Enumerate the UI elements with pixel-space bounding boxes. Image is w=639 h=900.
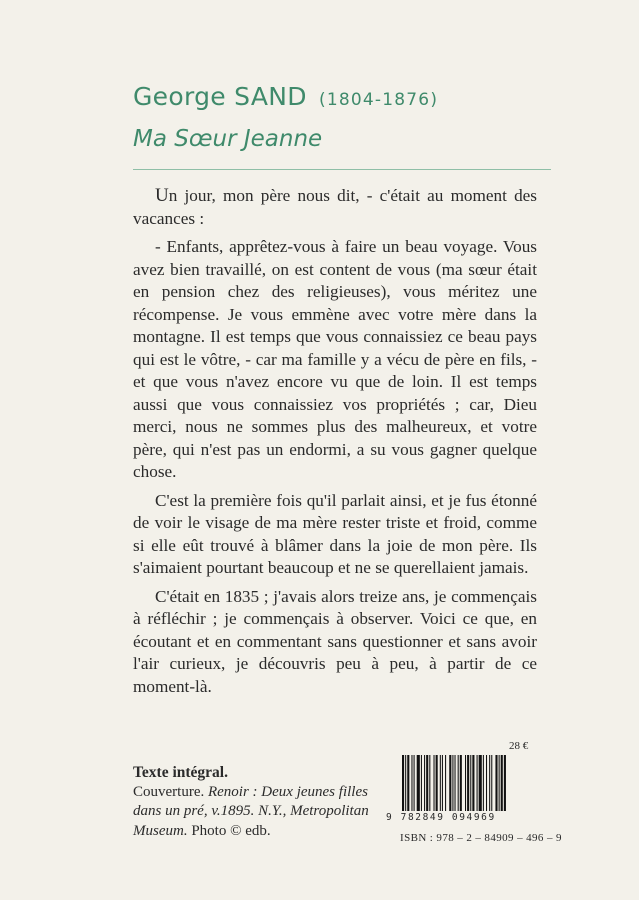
barcode-bar xyxy=(467,755,469,811)
barcode-bar xyxy=(436,755,438,811)
barcode-bar xyxy=(407,755,409,811)
paragraph-2: - Enfants, apprêtez-vous à faire un beau voyage. Vous avez bien travaillé, on est content de vous (ma sœur était en pension chez des religieuses), vous méritez une récompense. Je vous emmène avec votre mère dans la montagne. Il est temps que vous connaissiez ce beau pays qui est le vôtre, - car ma famille y a vécu de père en fils, - et que vous n'avez encore vu que de loin. Il est temps aussi que vous connaissiez vos propriétés ; car, Dieu merci, nous ne sommes plus des malheureux, et votre père, qui n'est pas un endormi, a su vous gagner quelque chose. xyxy=(133,237,537,481)
barcode-bar xyxy=(426,755,428,811)
barcode-bar xyxy=(411,755,412,811)
isbn-number: ISBN : 978 – 2 – 84909 – 496 – 9 xyxy=(400,832,562,844)
barcode-bar xyxy=(495,755,497,811)
barcode-bar xyxy=(442,755,443,811)
barcode-bar xyxy=(489,755,490,811)
barcode-bar xyxy=(501,755,503,811)
barcode-bar xyxy=(465,755,466,811)
barcode-bar xyxy=(472,755,474,811)
cover-description: Renoir : Deux jeunes filles dans un pré, v.1895. N.Y., Metropolitan Museum. xyxy=(133,783,369,839)
barcode-bar xyxy=(479,755,482,811)
price-label: 28 € xyxy=(509,740,529,752)
credits-block xyxy=(133,763,383,841)
barcode-bar xyxy=(486,755,487,811)
barcode-bar xyxy=(417,755,420,811)
barcode-bar xyxy=(499,755,500,811)
barcode-bar xyxy=(402,755,404,811)
barcode-bar xyxy=(460,755,462,811)
paragraph-1-text: n jour, mon père nous dit, - c'était au moment des vacances : xyxy=(133,186,537,228)
author-name xyxy=(133,82,438,111)
paragraph-3: C'est la première fois qu'il parlait ainsi, et je fus étonné de voir le visage de ma mère rester triste et froid, comme si elle eût trouvé à blâmer dans la joie de mon père. Ils s'aimaient pourtant beaucoup et ne se querellaient jamais. xyxy=(133,490,537,577)
barcode-bar xyxy=(429,755,430,811)
barcode xyxy=(402,755,547,811)
barcode-bar xyxy=(452,755,453,811)
barcode-digits: 9 782849 094969 xyxy=(386,812,496,823)
barcode-bar xyxy=(504,755,506,811)
barcode-bar xyxy=(424,755,425,811)
barcode-bar xyxy=(421,755,422,811)
barcode-bar xyxy=(445,755,446,811)
barcode-bar xyxy=(440,755,441,811)
initial-letter: U xyxy=(155,185,169,206)
barcode-bar xyxy=(455,755,456,811)
barcode-bar xyxy=(449,755,451,811)
excerpt-text xyxy=(133,185,537,704)
cover-label: Couverture. xyxy=(133,783,205,800)
barcode-bar xyxy=(414,755,415,811)
author-years: (1804-1876) xyxy=(319,90,439,110)
paragraph-4: C'était en 1835 ; j'avais alors treize ans, je commençais à réfléchir ; je commençais à observer. Voici ce que, en écoutant et en commentant sans questionner et sans avoir l'air curieux, je découvris peu à peu, à partir de ce moment-là. xyxy=(133,586,537,696)
barcode-bar xyxy=(434,755,435,811)
barcode-bar xyxy=(405,755,406,811)
barcode-bar xyxy=(491,755,492,811)
paragraph-1 xyxy=(133,185,537,230)
barcode-bar xyxy=(483,755,484,811)
barcode-bar xyxy=(470,755,471,811)
barcode-bar xyxy=(477,755,478,811)
integral-text-label: Texte intégral. xyxy=(133,764,228,781)
title-divider xyxy=(133,169,551,170)
book-title: Ma Sœur Jeanne xyxy=(133,126,323,152)
author-label: George SAND xyxy=(133,82,307,111)
barcode-bar xyxy=(458,755,459,811)
photo-credit: Photo © edb. xyxy=(191,822,271,839)
